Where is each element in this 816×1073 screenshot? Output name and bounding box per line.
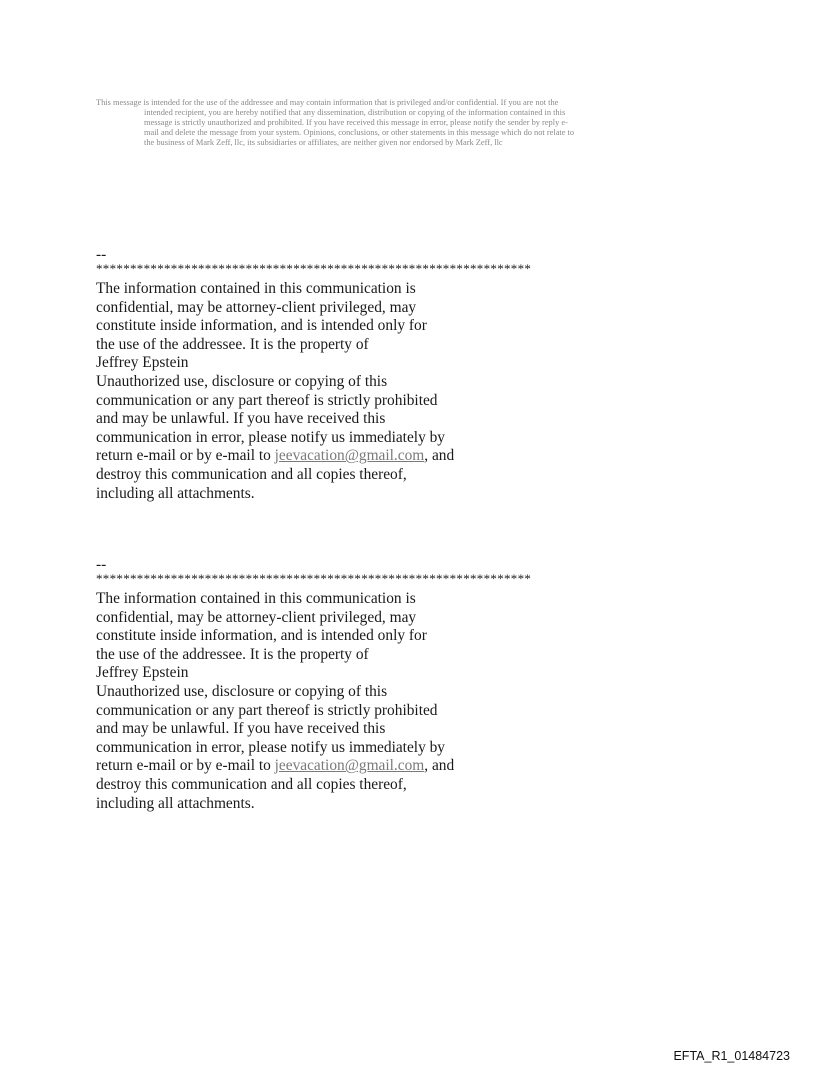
separator-dashes: --: [96, 246, 107, 263]
disclaimer-line: mail and delete the message from your system. Opinions, conclusions, or other statements in this message which do not relate to: [144, 128, 575, 137]
notice-line: the use of the addressee. It is the property of: [96, 335, 369, 353]
notice-line: including all attachments.: [96, 794, 255, 812]
separator-dashes: --: [96, 556, 107, 573]
notice-line: communication in error, please notify us immediately by: [96, 738, 446, 756]
disclaimer-paragraph: [96, 98, 676, 148]
notice-line: constitute inside information, and is intended only for: [96, 317, 427, 335]
notice-line: communication in error, please notify us immediately by: [96, 428, 446, 446]
notice-line: communication or any part thereof is strictly prohibited: [96, 701, 438, 719]
notice-line: Unauthorized use, disclosure or copying of this: [96, 682, 388, 700]
notice-text: , and: [424, 757, 455, 775]
separator-stars: ****************************************************************: [96, 571, 532, 586]
notice-text: return e-mail or by e-mail to: [96, 447, 275, 465]
confidentiality-notice: [96, 248, 656, 503]
notice-text: return e-mail or by e-mail to: [96, 757, 275, 775]
confidentiality-notice: [96, 558, 656, 813]
notice-line: and may be unlawful. If you have received this: [96, 720, 386, 738]
notice-line: Jeffrey Epstein: [96, 354, 189, 372]
email-link[interactable]: jeevacation@gmail.com: [274, 447, 425, 465]
notice-line-with-email: [96, 447, 656, 466]
notice-line: and may be unlawful. If you have received this: [96, 410, 386, 428]
document-id: EFTA_R1_01484723: [673, 1049, 790, 1063]
notice-line: The information contained in this communication is: [96, 590, 416, 607]
notice-line: communication or any part thereof is strictly prohibited: [96, 391, 438, 409]
disclaimer-line: the business of Mark Zeff, llc, its subsidiaries or affiliates, are neither given nor endorsed by Mark Zeff, llc: [144, 138, 503, 147]
notice-line-with-email: [96, 757, 656, 776]
notice-line: destroy this communication and all copies thereof,: [96, 775, 407, 793]
notice-line: confidential, may be attorney-client privileged, may: [96, 298, 417, 316]
disclaimer-line: This message is intended for the use of the addressee and may contain information that is privileged and/or confidential. If you are not the: [96, 98, 559, 107]
notice-line: confidential, may be attorney-client privileged, may: [96, 608, 417, 626]
notice-line: constitute inside information, and is intended only for: [96, 627, 427, 645]
notice-line: destroy this communication and all copies thereof,: [96, 465, 407, 483]
disclaimer-line: message is strictly unauthorized and prohibited. If you have received this message in error, please notify the sender by reply e-: [144, 118, 568, 127]
notice-line: the use of the addressee. It is the property of: [96, 645, 369, 663]
email-link[interactable]: jeevacation@gmail.com: [274, 757, 425, 775]
notice-line: The information contained in this communication is: [96, 280, 416, 297]
notice-line: Unauthorized use, disclosure or copying of this: [96, 372, 388, 390]
disclaimer-line: intended recipient, you are hereby notified that any dissemination, distribution or copying of the information contained in this: [144, 108, 566, 117]
notice-line: including all attachments.: [96, 484, 255, 502]
notice-text: , and: [424, 447, 455, 465]
notice-line: Jeffrey Epstein: [96, 664, 189, 682]
separator-stars: ****************************************************************: [96, 261, 532, 276]
